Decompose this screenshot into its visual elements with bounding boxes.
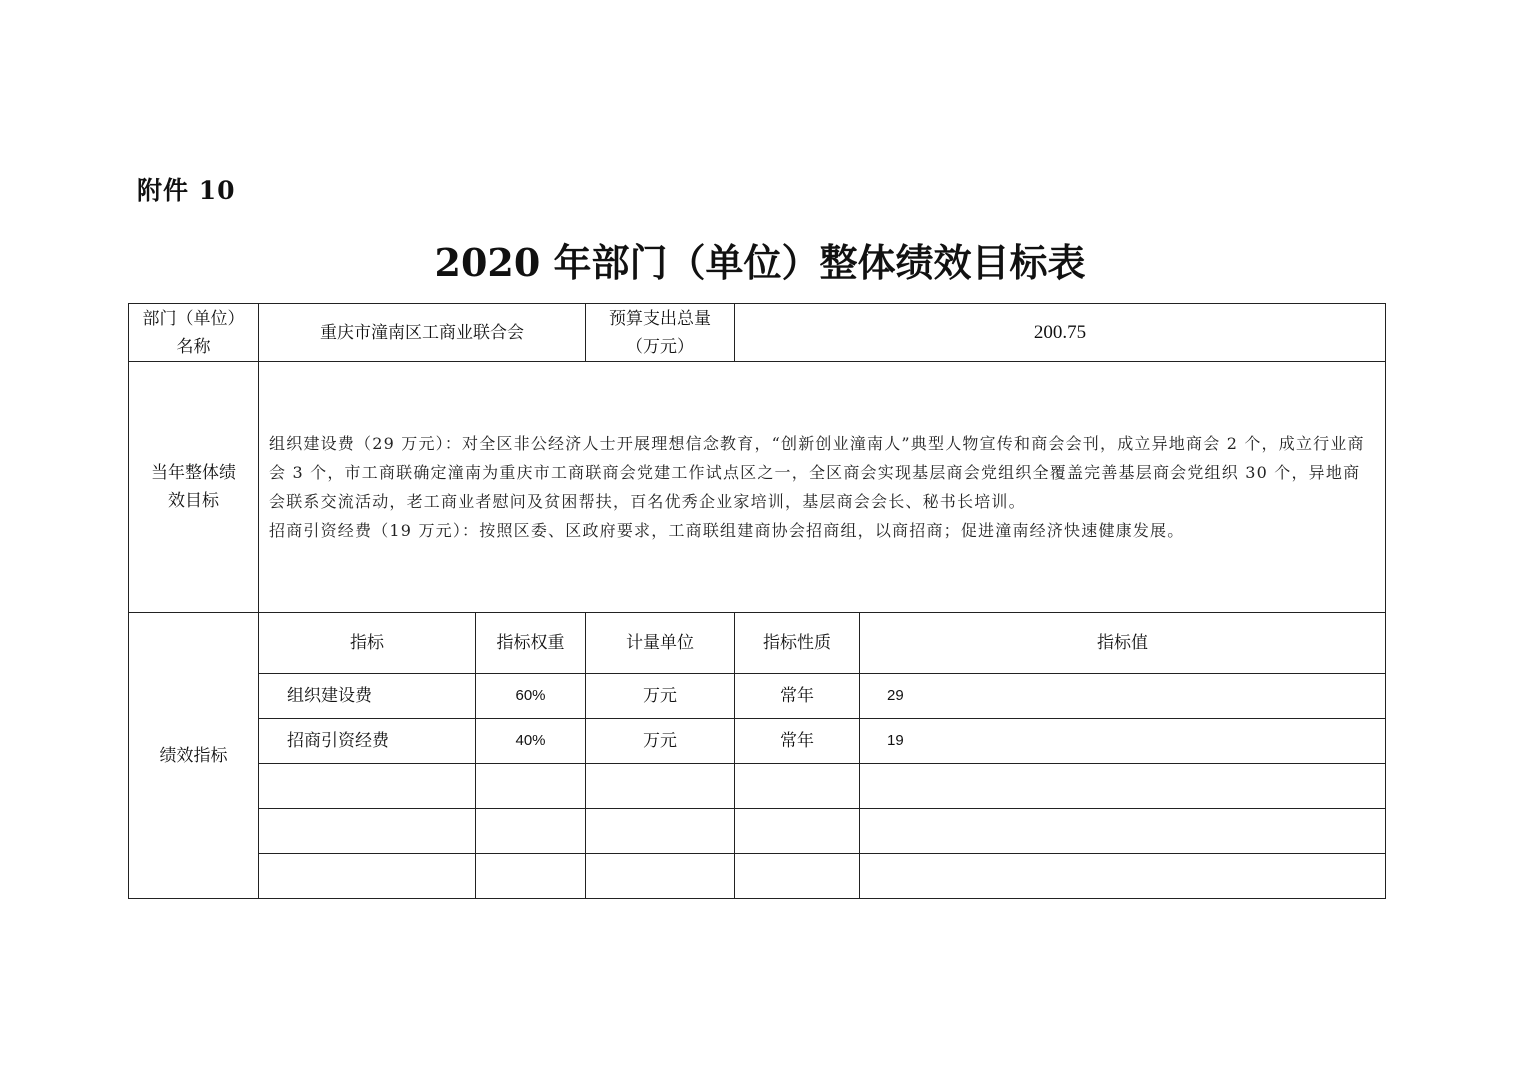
indicator-row-empty (129, 809, 1386, 854)
indicator-unit (586, 809, 735, 854)
indicator-weight (476, 764, 586, 809)
indicator-unit (586, 764, 735, 809)
goal-row (129, 362, 1386, 613)
budget-label-cell (586, 304, 735, 362)
col-header-nature: 指标性质 (735, 613, 860, 674)
indicator-row-empty (129, 854, 1386, 899)
goal-paragraph-org-construction: 组织建设费（29 万元）：对全区非公经济人士开展理想信念教育，“创新创业潼南人”典型人物宣传和商会会刊，成立异地商会 2 个，成立行业商会 3 个，市工商联确定潼南为重庆市工商联商会党建工作试点区之一，全区商会实现基层商会党组织全覆盖完善基层商会党组织 30 个，异地商会联系交流活动，老工商业者慰问及贫困帮扶，百名优秀企业家培训，基层商会会长、秘书长培训。 (269, 434, 1365, 511)
col-header-weight: 指标权重 (476, 613, 586, 674)
indicator-section-label: 绩效指标 (129, 613, 259, 899)
goal-label-line2: 效目标 (168, 491, 219, 511)
goal-paragraph-investment: 招商引资经费（19 万元）：按照区委、区政府要求，工商联组建商协会招商组，以商招商；促进潼南经济快速健康发展。 (269, 521, 1185, 540)
indicator-nature (735, 854, 860, 899)
indicator-row (129, 719, 1386, 764)
col-header-value: 指标值 (860, 613, 1386, 674)
performance-target-table (128, 303, 1386, 899)
indicator-value: 19 (860, 719, 1386, 764)
indicator-value: 29 (860, 674, 1386, 719)
indicator-name (259, 854, 476, 899)
indicator-nature (735, 764, 860, 809)
indicator-name (259, 809, 476, 854)
goal-label-cell (129, 362, 259, 613)
indicator-unit (586, 854, 735, 899)
document-title: 2020 年部门（单位）整体绩效目标表 (434, 240, 1086, 285)
goal-label-line1: 当年整体绩 (151, 463, 236, 483)
goal-content-cell (259, 362, 1386, 613)
indicator-nature: 常年 (735, 719, 860, 764)
indicator-unit: 万元 (586, 674, 735, 719)
dept-label-line2: 名称 (176, 336, 211, 357)
dept-name: 重庆市潼南区工商业联合会 (259, 304, 586, 362)
budget-value: 200.75 (735, 304, 1386, 362)
indicator-header-row (129, 613, 1386, 674)
budget-label-line2: （万元） (626, 336, 694, 357)
indicator-weight (476, 854, 586, 899)
indicator-value (860, 764, 1386, 809)
dept-label-line1: 部门（单位） (142, 308, 245, 329)
indicator-name (259, 764, 476, 809)
col-header-indicator: 指标 (259, 613, 476, 674)
budget-label-line1: 预算支出总量 (609, 308, 711, 329)
dept-label-cell (129, 304, 259, 362)
indicator-weight: 60% (476, 674, 586, 719)
indicator-weight (476, 809, 586, 854)
attachment-label: 附件 10 (137, 176, 236, 205)
indicator-nature: 常年 (735, 674, 860, 719)
indicator-row (129, 674, 1386, 719)
indicator-nature (735, 809, 860, 854)
indicator-value (860, 809, 1386, 854)
indicator-name: 招商引资经费 (259, 719, 476, 764)
indicator-name: 组织建设费 (259, 674, 476, 719)
indicator-unit: 万元 (586, 719, 735, 764)
col-header-unit: 计量单位 (586, 613, 735, 674)
indicator-row-empty (129, 764, 1386, 809)
indicator-value (860, 854, 1386, 899)
indicator-weight: 40% (476, 719, 586, 764)
header-row (129, 304, 1386, 362)
